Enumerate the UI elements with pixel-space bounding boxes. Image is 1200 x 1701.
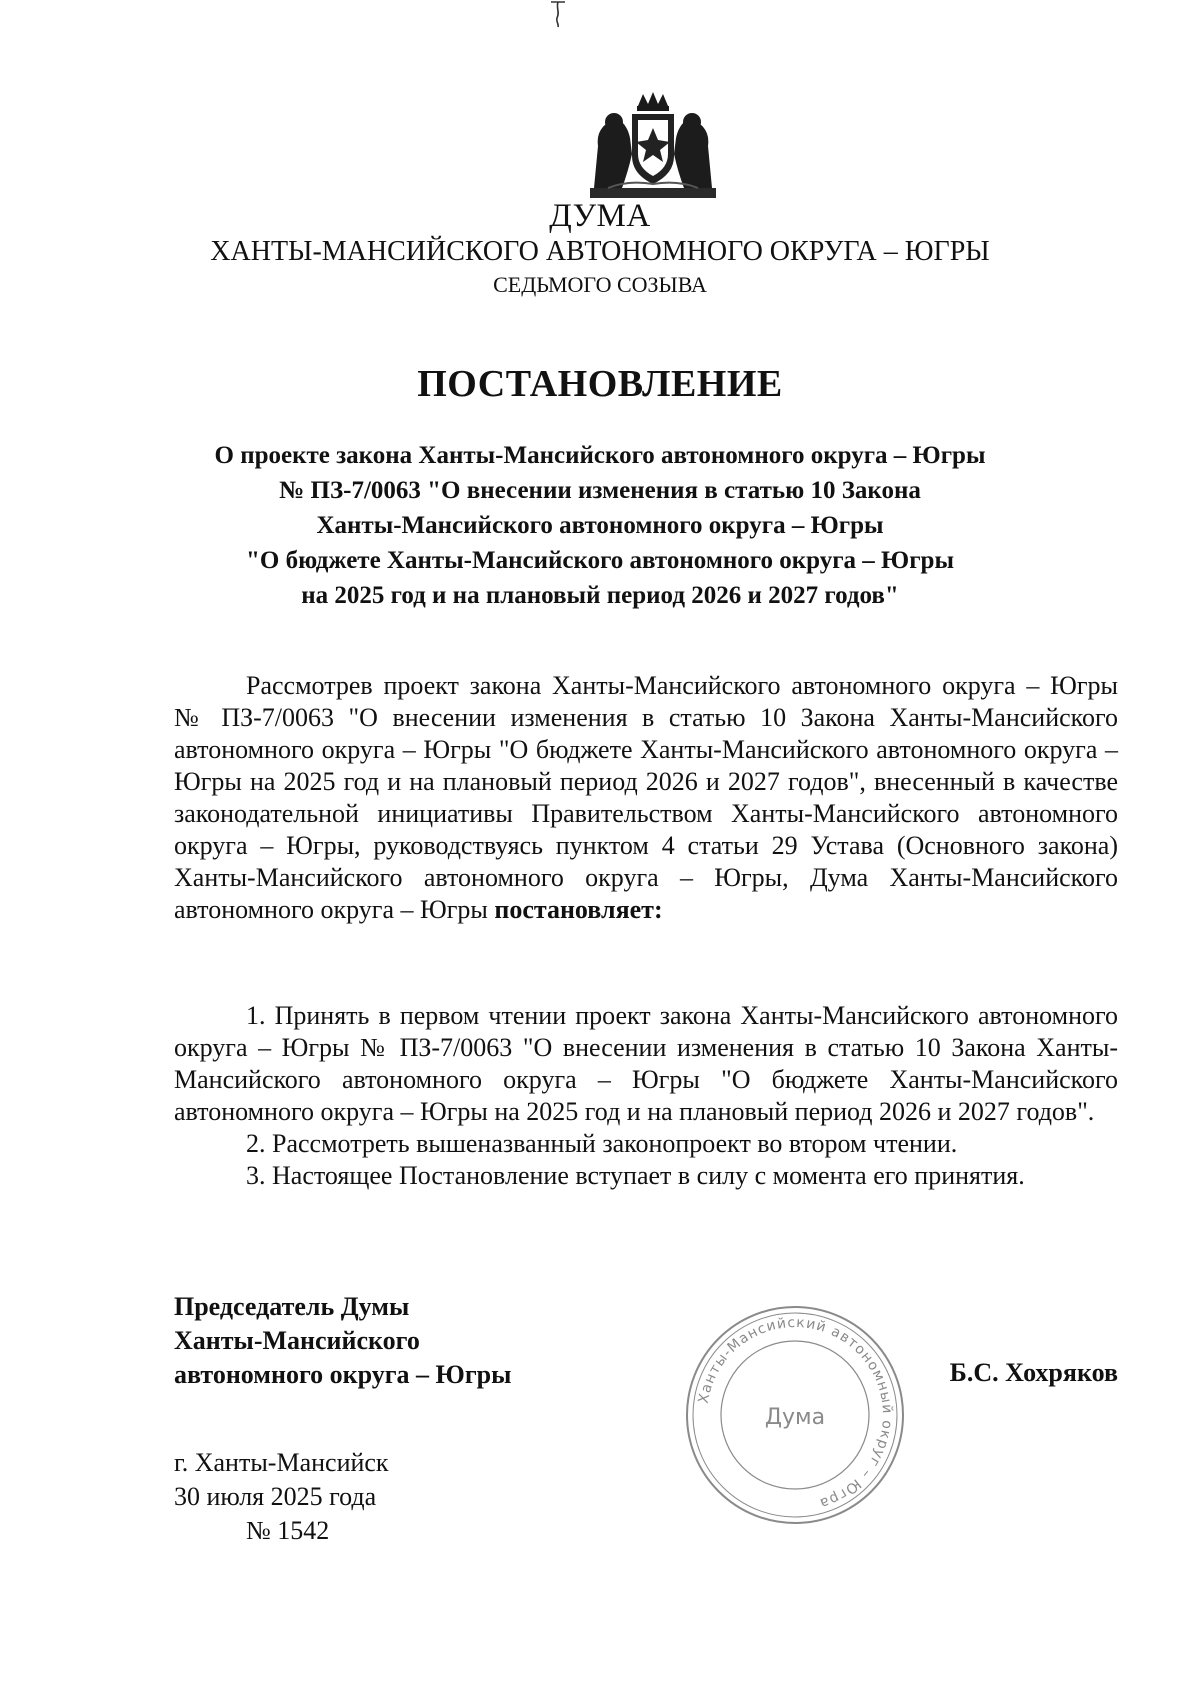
position-line: Председатель Думы xyxy=(174,1292,410,1321)
organization-name: ДУМА xyxy=(549,198,651,234)
place-and-date xyxy=(174,1446,389,1548)
coat-of-arms-icon xyxy=(588,92,718,200)
signatory-position xyxy=(174,1290,511,1392)
handwritten-mark xyxy=(548,0,568,28)
position-line: Ханты-Мансийского xyxy=(174,1326,420,1355)
preamble xyxy=(174,670,1118,926)
subject-line: "О бюджете Ханты-Мансийского автономного округа – Югры xyxy=(246,547,954,574)
resolution-item: 1. Принять в первом чтении проект закона Ханты-Мансийского автономного округа – Югры № ПЗ-7/0063 "О внесении изменения в статью 10 Закона Ханты-Мансийского автономного округа – Югры "О бюджете Ханты-Мансийского автономного округа – Югры на 2025 год и на плановый период 2026 и 2027 годов". xyxy=(174,1001,1118,1126)
city: г. Ханты-Мансийск xyxy=(174,1448,389,1477)
subject-line: О проекте закона Ханты-Мансийского автономного округа – Югры xyxy=(214,442,986,469)
resolution-items xyxy=(174,1000,1118,1192)
organization-region: ХАНТЫ-МАНСИЙСКОГО АВТОНОМНОГО ОКРУГА – ЮГРЫ xyxy=(210,236,990,267)
subject-line: Ханты-Мансийского автономного округа – Югры xyxy=(316,512,884,539)
signatory-name: Б.С. Хохряков xyxy=(949,1358,1118,1387)
position-line: автономного округа – Югры xyxy=(174,1360,512,1389)
stamp-center-text: Дума xyxy=(764,1405,826,1430)
document-subject xyxy=(150,438,1050,613)
date: 30 июля 2025 года xyxy=(174,1482,377,1511)
resolution-item: 3. Настоящее Постановление вступает в силу с момента его принятия. xyxy=(246,1161,1025,1190)
resolution-item: 2. Рассмотреть вышеназванный законопроект во втором чтении. xyxy=(246,1129,958,1158)
document-title: ПОСТАНОВЛЕНИЕ xyxy=(417,363,783,405)
subject-line: на 2025 год и на плановый период 2026 и 2027 годов" xyxy=(301,582,899,609)
stamp-ring-text: Ханты-Мансийский автономный округ – Югра xyxy=(695,1314,896,1512)
preamble-text: Рассмотрев проект закона Ханты-Мансийского автономного округа – Югры № ПЗ-7/0063 "О внесении изменения в статью 10 Закона Ханты-Мансийского автономного округа – Югры "О бюджете Ханты-Мансийского автономного округа – Югры на 2025 год и на плановый период 2026 и 2027 годов", внесенный в качестве законодательной инициативы Правительством Ханты-Мансийского автономного округа – Югры, руководствуясь пунктом 4 статьи 29 Устава (Основного закона) Ханты-Мансийского автономного округа – Югры, Дума Ханты-Мансийского автономного округа – Югры xyxy=(174,671,1118,924)
convocation: СЕДЬМОГО СОЗЫВА xyxy=(493,272,707,297)
preamble-resolves: постановляет: xyxy=(494,895,663,924)
subject-line: № ПЗ-7/0063 "О внесении изменения в статью 10 Закона xyxy=(279,477,921,504)
document-number: № 1542 xyxy=(246,1516,330,1545)
official-stamp xyxy=(680,1300,910,1530)
